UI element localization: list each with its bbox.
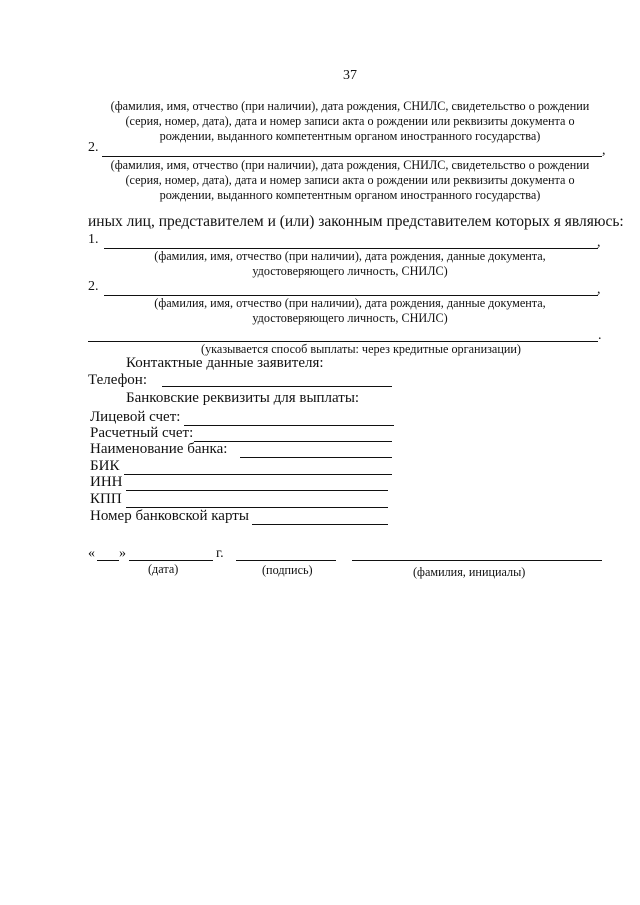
year-suffix: г. xyxy=(216,546,224,561)
bik-input-line[interactable] xyxy=(124,474,392,475)
bank-heading: Банковские реквизиты для выплаты: xyxy=(126,390,360,406)
card-number-label: Номер банковской карты xyxy=(90,508,249,524)
child2-caption-line: рождении, выданного компетентным органом иностранного государства) xyxy=(159,188,541,202)
person1-caption xyxy=(0,249,640,279)
signature-input-line[interactable] xyxy=(236,560,336,561)
card-number-input-line[interactable] xyxy=(252,524,388,525)
person1-number: 1. xyxy=(88,232,99,247)
person2-number: 2. xyxy=(88,279,99,294)
date-day-input-line[interactable] xyxy=(97,560,119,561)
child2-caption xyxy=(0,158,640,203)
child2-input-line[interactable] xyxy=(102,156,602,157)
page-number: 37 xyxy=(343,68,357,83)
account-input-line[interactable] xyxy=(184,425,394,426)
child1-caption-line: (фамилия, имя, отчество (при наличии), дата рождения, СНИЛС, свидетельство о рождении xyxy=(110,99,590,113)
child2-number: 2. xyxy=(88,140,99,155)
date-caption: (дата) xyxy=(148,562,179,576)
inn-label: ИНН xyxy=(90,474,123,490)
child1-caption-line: рождении, выданного компетентным органом иностранного государства) xyxy=(159,129,541,143)
bank-name-label: Наименование банка: xyxy=(90,441,228,457)
person2-caption-line: (фамилия, имя, отчество (при наличии), дата рождения, данные документа, xyxy=(154,296,546,310)
full-name-caption: (фамилия, инициалы) xyxy=(413,565,526,579)
full-name-input-line[interactable] xyxy=(352,560,602,561)
date-open-quote: « xyxy=(88,546,95,561)
child2-comma: , xyxy=(602,143,606,158)
child1-caption xyxy=(0,99,640,144)
contacts-heading: Контактные данные заявителя: xyxy=(126,355,324,371)
payment-method-period: . xyxy=(598,328,602,343)
person2-caption-line: удостоверяющего личность, СНИЛС) xyxy=(252,311,448,325)
person1-caption-line: удостоверяющего личность, СНИЛС) xyxy=(252,264,448,278)
phone-input-line[interactable] xyxy=(162,386,392,387)
date-close-quote: » xyxy=(119,546,126,561)
bank-name-input-line[interactable] xyxy=(240,457,392,458)
inn-input-line[interactable] xyxy=(126,490,388,491)
bik-label: БИК xyxy=(90,458,120,474)
account-label: Лицевой счет: xyxy=(90,409,181,425)
date-month-input-line[interactable] xyxy=(129,560,213,561)
kpp-label: КПП xyxy=(90,491,122,507)
person1-comma: , xyxy=(597,235,601,250)
settlement-account-label: Расчетный счет: xyxy=(90,425,194,441)
person1-caption-line: (фамилия, имя, отчество (при наличии), дата рождения, данные документа, xyxy=(154,249,546,263)
child1-caption-line: (серия, номер, дата), дата и номер записи акта о рождении или реквизиты документа о xyxy=(125,114,575,128)
other-persons-heading: иных лиц, представителем и (или) законным представителем которых я являюсь: xyxy=(88,213,624,230)
person2-comma: , xyxy=(597,282,601,297)
person2-caption xyxy=(0,296,640,326)
phone-label: Телефон: xyxy=(88,372,147,388)
payment-method-caption: (указывается способ выплаты: через кредитные организации) xyxy=(201,342,521,356)
child2-caption-line: (фамилия, имя, отчество (при наличии), дата рождения, СНИЛС, свидетельство о рождении xyxy=(110,158,590,172)
signature-caption: (подпись) xyxy=(262,563,313,577)
child2-caption-line: (серия, номер, дата), дата и номер записи акта о рождении или реквизиты документа о xyxy=(125,173,575,187)
